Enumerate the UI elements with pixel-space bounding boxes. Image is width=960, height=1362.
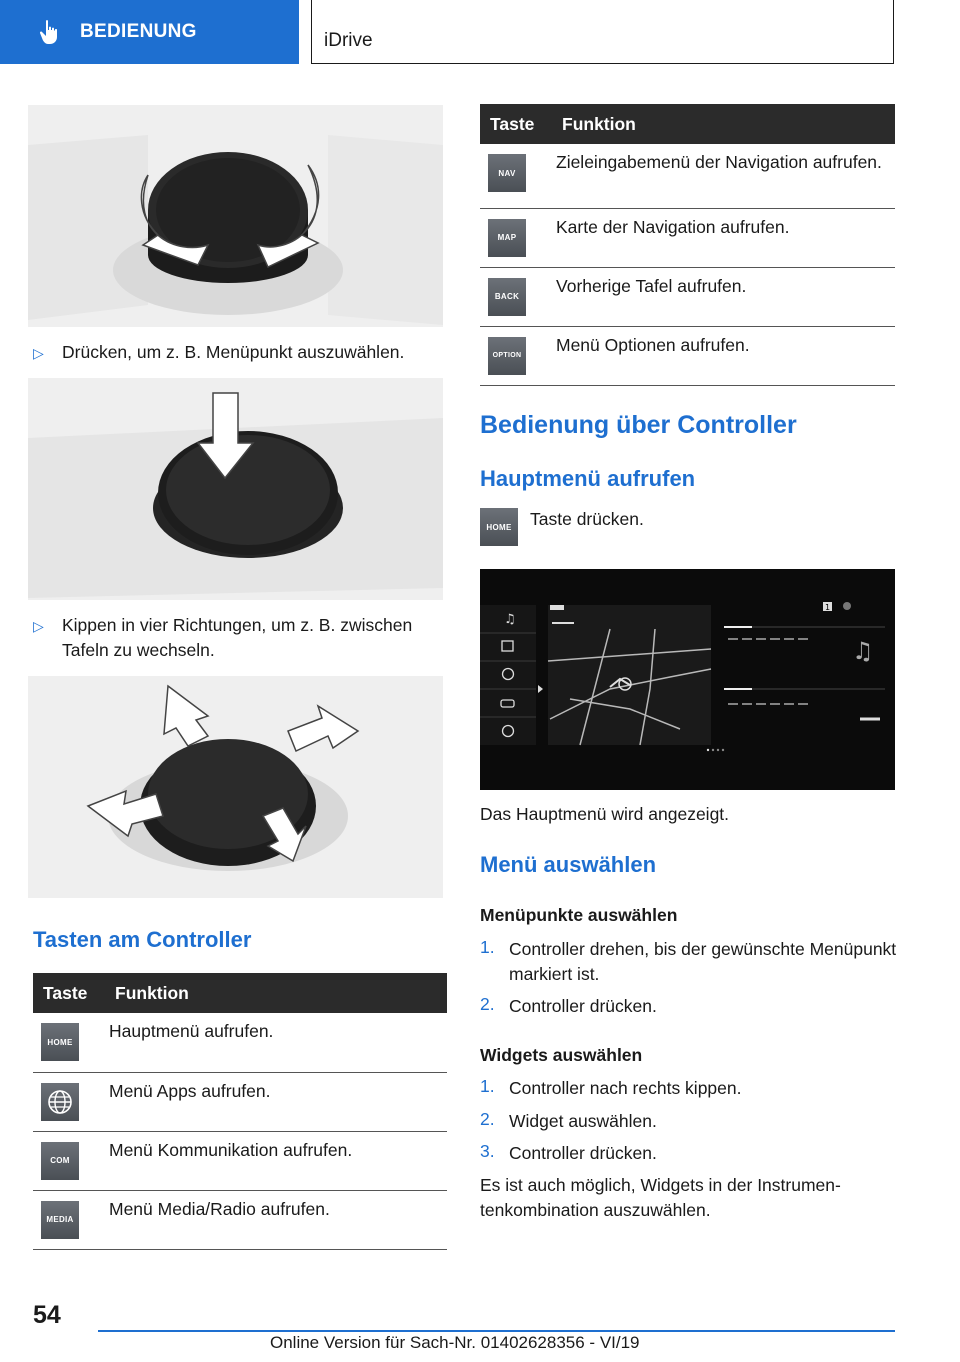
table-row <box>480 144 895 208</box>
key-function: Menü Media/Radio aufrufen. <box>105 1190 447 1249</box>
bullet-triangle-icon: ▷ <box>33 345 44 361</box>
table-row <box>480 208 895 267</box>
heading-open-main-menu: Hauptmenü aufrufen <box>480 466 696 491</box>
table-row <box>33 1131 447 1190</box>
page-title: iDrive <box>324 30 373 51</box>
step-text: Controller nach rechts kippen. <box>509 1078 742 1098</box>
media-key-icon: MEDIA <box>41 1201 79 1239</box>
table-row <box>480 267 895 326</box>
nav-key-icon: NAV <box>488 154 526 192</box>
svg-text:♫: ♫ <box>852 637 874 665</box>
table-row <box>33 1072 447 1131</box>
controller-tilt-illustration <box>28 676 443 898</box>
subheading-select-widgets: Widgets auswählen <box>480 1045 643 1065</box>
step-number: 3. <box>480 1141 495 1161</box>
section-label: BEDIENUNG <box>80 21 197 42</box>
map-key-icon: MAP <box>488 219 526 257</box>
main-menu-illustration <box>480 569 895 790</box>
bullet-triangle-icon: ▷ <box>33 618 44 634</box>
controller-rotate-photo <box>28 105 443 327</box>
key-function: Vorherige Tafel aufrufen. <box>552 267 895 326</box>
option-key-icon: OPTION <box>488 337 526 375</box>
closing-paragraph: Es ist auch möglich, Widgets in der Instrumentenkombination auszuwählen. <box>480 1175 841 1220</box>
home-key-instruction: Taste drücken. <box>530 509 644 529</box>
key-function: Zieleingabemenü der Navigation aufrufen. <box>552 144 895 208</box>
navigation-keys-table <box>480 104 895 386</box>
screen-badge: 1 <box>825 603 831 612</box>
step-number: 2. <box>480 994 495 1014</box>
step-number: 2. <box>480 1109 495 1129</box>
home-key-icon: HOME <box>480 508 518 546</box>
svg-text:♫: ♫ <box>504 612 516 627</box>
table-header-row <box>33 973 447 1013</box>
table-row <box>33 1013 447 1072</box>
com-key-icon: COM <box>41 1142 79 1180</box>
back-key-icon: BACK <box>488 278 526 316</box>
key-function: Menü Optionen aufrufen. <box>552 326 895 385</box>
heading-controller-operation: Bedienung über Controller <box>480 411 797 439</box>
section-title-controller-keys: Tasten am Controller <box>33 927 252 952</box>
subheading-select-items: Menüpunkte auswählen <box>480 905 678 925</box>
column-header-key: Taste <box>33 973 105 1013</box>
step-number: 1. <box>480 1076 495 1096</box>
heading-select-menu: Menü auswählen <box>480 852 657 877</box>
key-function: Menü Kommunikation aufrufen. <box>105 1131 447 1190</box>
controller-keys-table <box>33 973 447 1250</box>
page-number: 54 <box>33 1301 61 1329</box>
step-text: Controller drücken. <box>509 996 657 1016</box>
globe-icon <box>41 1083 79 1121</box>
header-underline <box>311 63 894 64</box>
table-header-row <box>480 104 895 144</box>
column-header-key: Taste <box>480 104 552 144</box>
caption-press: Drücken, um z. B. Menüpunkt auszuwählen. <box>62 342 405 362</box>
controller-press-illustration <box>28 378 443 600</box>
controller-press-photo <box>28 378 443 600</box>
controller-tilt-photo <box>28 676 443 898</box>
home-key-icon: HOME <box>41 1023 79 1061</box>
column-header-function: Funktion <box>552 104 895 144</box>
column-header-function: Funktion <box>105 973 447 1013</box>
section-tab <box>0 0 299 64</box>
key-function: Menü Apps aufrufen. <box>105 1072 447 1131</box>
main-menu-caption: Das Hauptmenü wird angezeigt. <box>480 804 730 824</box>
step-number: 1. <box>480 937 495 957</box>
table-row <box>480 326 895 385</box>
key-function: Hauptmenü aufrufen. <box>105 1013 447 1072</box>
step-text: Widget auswählen. <box>509 1111 657 1131</box>
controller-rotate-illustration <box>28 105 443 327</box>
online-version-note: Online Version für Sach-Nr. 01402628356 - VI/19 <box>270 1333 640 1352</box>
header-divider-right <box>893 0 894 64</box>
key-function: Karte der Navigation aufrufen. <box>552 208 895 267</box>
footer-rule <box>98 1330 895 1332</box>
step-text: Controller drehen, bis der gewünschte Menüpunkt markiert ist. <box>509 939 897 984</box>
table-row <box>33 1190 447 1249</box>
caption-tilt: Kippen in vier Richtungen, um z. B. zwischen Tafeln zu wechseln. <box>62 615 413 660</box>
step-text: Controller drücken. <box>509 1143 657 1163</box>
hand-pointer-icon <box>38 19 62 45</box>
main-menu-screenshot <box>480 569 895 790</box>
globe-glyph <box>47 1089 73 1115</box>
header-divider <box>311 0 312 64</box>
